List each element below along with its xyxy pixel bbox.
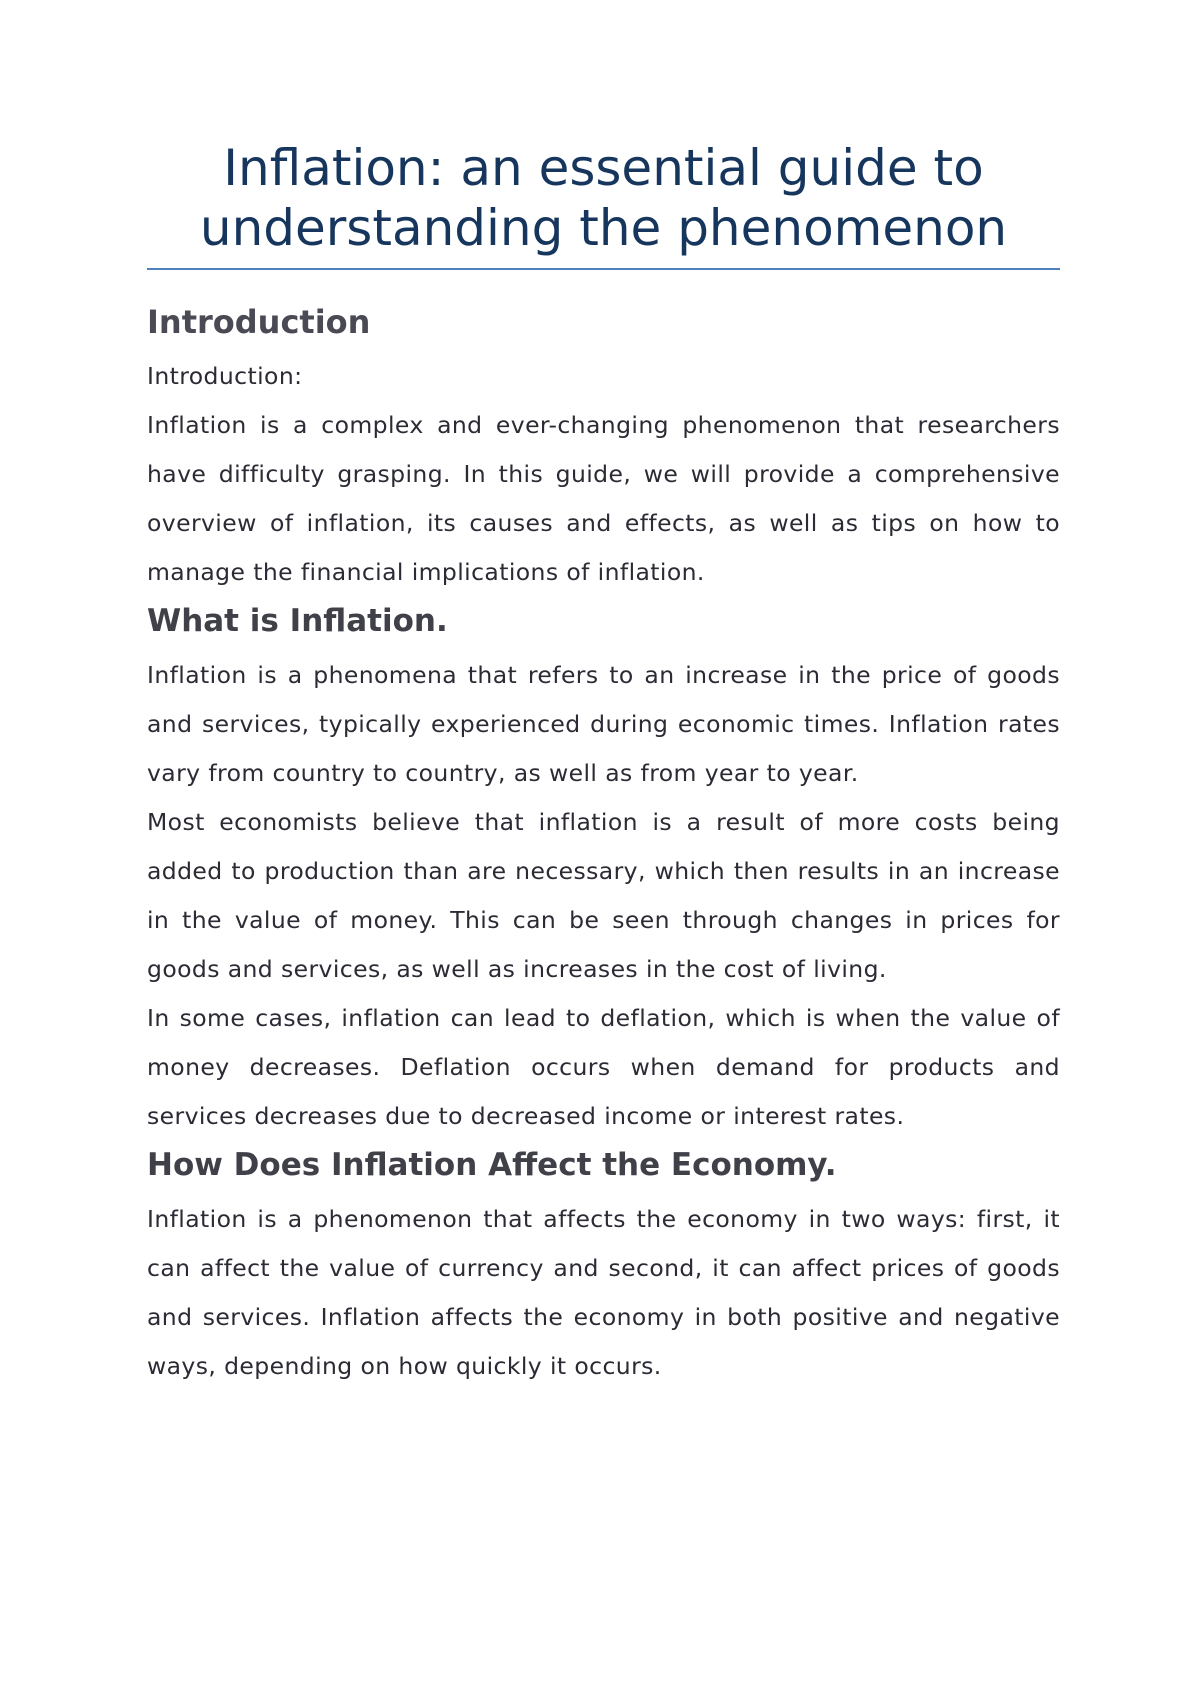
document-page: [147, 138, 1060, 1391]
section-heading-what-is-inflation: What is Inflation.: [147, 603, 448, 639]
section-heading-introduction: Introduction: [147, 303, 371, 341]
section-heading-economy: How Does Inflation Affect the Economy.: [147, 1147, 837, 1183]
paragraph: Introduction:: [147, 362, 303, 390]
paragraph: In some cases, inflation can lead to deflation, which is when the value of money decreases. Deflation occurs when demand for products and services decreases due to decreased income or interest rates.: [147, 1004, 1060, 1130]
document-title: Inflation: an essential guide to understanding the phenomenon: [147, 138, 1060, 270]
paragraph: Most economists believe that inflation is a result of more costs being added to production than are necessary, which then results in an increase in the value of money. This can be seen through changes in prices for goods and services, as well as increases in the cost of living.: [147, 808, 1060, 983]
paragraph: Inflation is a complex and ever-changing phenomenon that researchers have difficulty grasping. In this guide, we will provide a comprehensive overview of inflation, its causes and effects, as well as tips on how to manage the financial implications of inflation.: [147, 411, 1060, 586]
paragraph: Inflation is a phenomena that refers to an increase in the price of goods and services, typically experienced during economic times. Inflation rates vary from country to country, as well as from year to year.: [147, 661, 1060, 787]
paragraph: Inflation is a phenomenon that affects the economy in two ways: first, it can affect the value of currency and second, it can affect prices of goods and services. Inflation affects the economy in both positive and negative ways, depending on how quickly it occurs.: [147, 1205, 1060, 1380]
